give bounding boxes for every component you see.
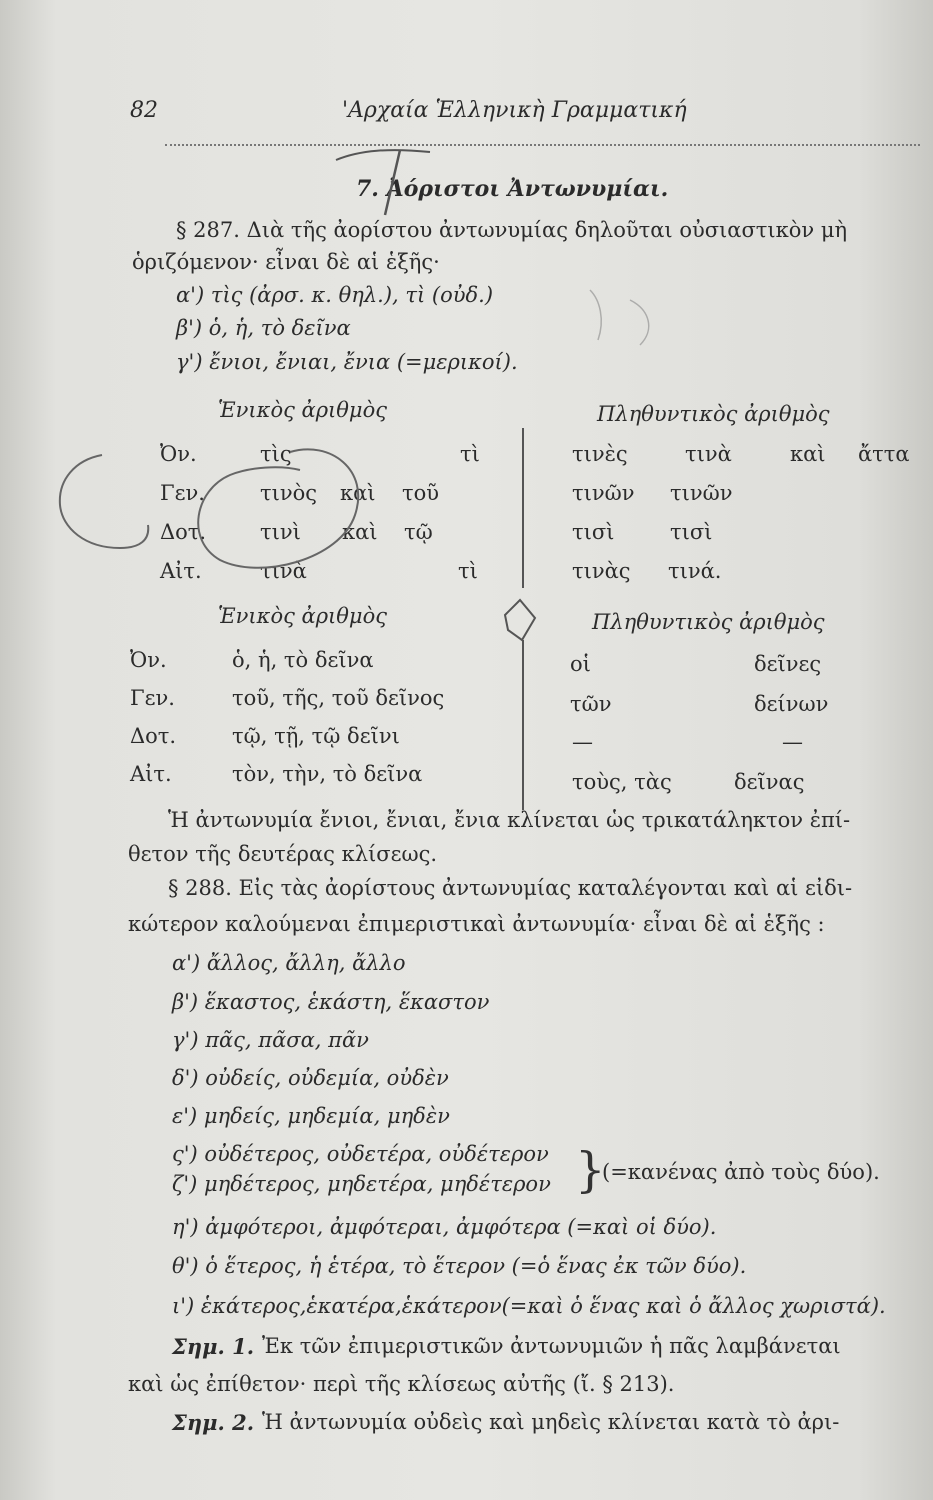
conjunction: καὶ xyxy=(790,442,826,466)
p287-item-b: β') ὁ, ἡ, τὸ δεῖνα xyxy=(176,316,351,340)
table1-singular-header: Ἑνικὸς ἀριθμὸς xyxy=(218,398,387,422)
p288-item: δ') οὐδείς, οὐδεμία, οὐδὲν xyxy=(172,1066,449,1090)
pencil-circle xyxy=(198,449,358,567)
p287-line2: ὁριζόμενον· εἶναι δὲ αἱ ἑξῆς· xyxy=(132,250,440,274)
note1-line2: καὶ ὡς ἐπίθετον· περὶ τῆς κλίσεως αὐτῆς (ἴ. § 213). xyxy=(128,1372,675,1396)
pencil-circle xyxy=(60,455,148,548)
brace: } xyxy=(575,1142,606,1198)
plur-article: — xyxy=(572,730,593,754)
sing-neuter-form: τῷ xyxy=(404,520,433,544)
sing-neuter-form: τὶ xyxy=(460,442,480,466)
p288-line1: § 288. Εἰς τὰς ἀορίστους ἀντωνυμίας καταλέγονται καὶ αἱ εἰδι- xyxy=(168,876,853,900)
plur-form: τισὶ xyxy=(572,520,615,544)
table2-column-divider xyxy=(522,640,524,810)
pencil-mark xyxy=(630,300,649,345)
p288-item: ς') οὐδέτερος, οὐδετέρα, οὐδέτερον xyxy=(172,1142,549,1166)
note-enioi-line1: Ἡ ἀντωνυμία ἔνιοι, ἔνιαι, ἔνια κλίνεται ὡς τρικατάληκτον ἐπί- xyxy=(168,808,851,832)
p287-item-c: γ') ἔνιοι, ἔνιαι, ἔνια (=μερικοί). xyxy=(176,350,518,374)
plur-form: τινῶν xyxy=(572,481,635,505)
sing-form: τινὶ xyxy=(260,520,301,544)
table1-column-divider xyxy=(522,428,524,588)
p288-line2: κώτερον καλούμεναι ἐπιμεριστικαὶ ἀντωνυμία· εἶναι δὲ αἱ ἑξῆς : xyxy=(128,912,825,936)
sing-form: τὶς xyxy=(260,442,292,466)
section-title: 7. Ἀόριστοι Ἀντωνυμίαι. xyxy=(356,176,669,202)
case-label: Ὀν. xyxy=(160,442,197,466)
p288-item: γ') πᾶς, πᾶσα, πᾶν xyxy=(172,1028,369,1052)
note-enioi-line2: θετον τῆς δευτέρας κλίσεως. xyxy=(128,842,438,866)
plur-form: τινὲς xyxy=(572,442,628,466)
pencil-mark xyxy=(505,600,535,640)
pencil-mark xyxy=(590,290,601,340)
p288-item: ζ') μηδέτερος, μηδετέρα, μηδέτερον xyxy=(172,1172,551,1196)
p288-brace-note: (=κανένας ἀπὸ τοὺς δύο). xyxy=(602,1160,880,1184)
running-title: 'Αρχαία Ἑλληνικὴ Γραμματική xyxy=(342,98,687,123)
plur-neuter-form: τινῶν xyxy=(670,481,733,505)
case-label: Δοτ. xyxy=(160,520,207,544)
plur-form: δεῖνες xyxy=(754,652,822,676)
p287-item-a: α') τὶς (ἀρσ. κ. θηλ.), τὶ (οὐδ.) xyxy=(176,283,494,307)
case-label: Δοτ. xyxy=(130,724,177,748)
p288-item: θ') ὁ ἕτερος, ἡ ἑτέρα, τὸ ἕτερον (=ὁ ἕνας ἐκ τῶν δύο). xyxy=(172,1254,747,1278)
p288-item: η') ἀμφότεροι, ἀμφότεραι, ἀμφότερα (=καὶ οἱ δύο). xyxy=(172,1215,717,1239)
sing-forms: τοῦ, τῆς, τοῦ δεῖνος xyxy=(232,686,445,710)
p288-item: ε') μηδείς, μηδεμία, μηδὲν xyxy=(172,1104,450,1128)
note2-label: Σημ. 2. xyxy=(172,1410,255,1435)
conjunction: καὶ xyxy=(342,520,378,544)
note1-label: Σημ. 1. xyxy=(172,1334,255,1359)
conjunction: καὶ xyxy=(340,481,376,505)
case-label: Ὀν. xyxy=(130,648,167,672)
note1-line1: Ἐκ τῶν ἐπιμεριστικῶν ἀντωνυμιῶν ἡ πᾶς λαμβάνεται xyxy=(262,1334,841,1358)
p287-line1: § 287. Διὰ τῆς ἀορίστου ἀντωνυμίας δηλοῦται οὐσιαστικὸν μὴ xyxy=(176,218,848,242)
table1-plural-header: Πληθυντικὸς ἀριθμὸς xyxy=(597,402,830,426)
plur-form: — xyxy=(782,730,803,754)
p288-item: β') ἕκαστος, ἑκάστη, ἕκαστον xyxy=(172,990,490,1014)
case-label: Γεν. xyxy=(160,481,205,505)
plur-alt-form: ἄττα xyxy=(858,442,910,466)
table2-singular-header: Ἑνικὸς ἀριθμὸς xyxy=(218,604,387,628)
case-label: Γεν. xyxy=(130,686,175,710)
pencil-mark xyxy=(336,150,430,160)
plur-neuter-form: τινὰ xyxy=(685,442,732,466)
plur-neuter-form: τισὶ xyxy=(670,520,713,544)
sing-neuter-form: τὶ xyxy=(458,559,478,583)
plur-article: οἱ xyxy=(570,652,591,676)
note2-line1: Ἡ ἀντωνυμία οὐδεὶς καὶ μηδεὶς κλίνεται κατὰ τὸ ἀρι- xyxy=(262,1410,840,1434)
case-label: Αἰτ. xyxy=(130,762,172,786)
case-label: Αἰτ. xyxy=(160,559,202,583)
header-divider xyxy=(165,144,920,146)
plur-article: τῶν xyxy=(570,692,612,716)
sing-form: τινὸς xyxy=(260,481,318,505)
page-number: 82 xyxy=(130,98,158,123)
plur-neuter-form: τινά. xyxy=(668,559,722,583)
table2-plural-header: Πληθυντικὸς ἀριθμὸς xyxy=(592,610,825,634)
sing-forms: τὸν, τὴν, τὸ δεῖνα xyxy=(232,762,423,786)
p288-item: α') ἄλλος, ἄλλη, ἄλλο xyxy=(172,951,406,975)
sing-forms: τῷ, τῇ, τῷ δεῖνι xyxy=(232,724,400,748)
p288-item: ι') ἑκάτερος,ἑκατέρα,ἑκάτερον(=καὶ ὁ ἕνας καὶ ὁ ἄλλος χωριστά). xyxy=(172,1294,886,1318)
sing-forms: ὁ, ἡ, τὸ δεῖνα xyxy=(232,648,374,672)
sing-neuter-form: τοῦ xyxy=(402,481,440,505)
plur-article: τοὺς, τὰς xyxy=(572,770,672,794)
plur-form: δείνων xyxy=(754,692,829,716)
plur-form: δεῖνας xyxy=(734,770,805,794)
sing-form: τινὰ xyxy=(260,559,307,583)
plur-form: τινὰς xyxy=(572,559,631,583)
